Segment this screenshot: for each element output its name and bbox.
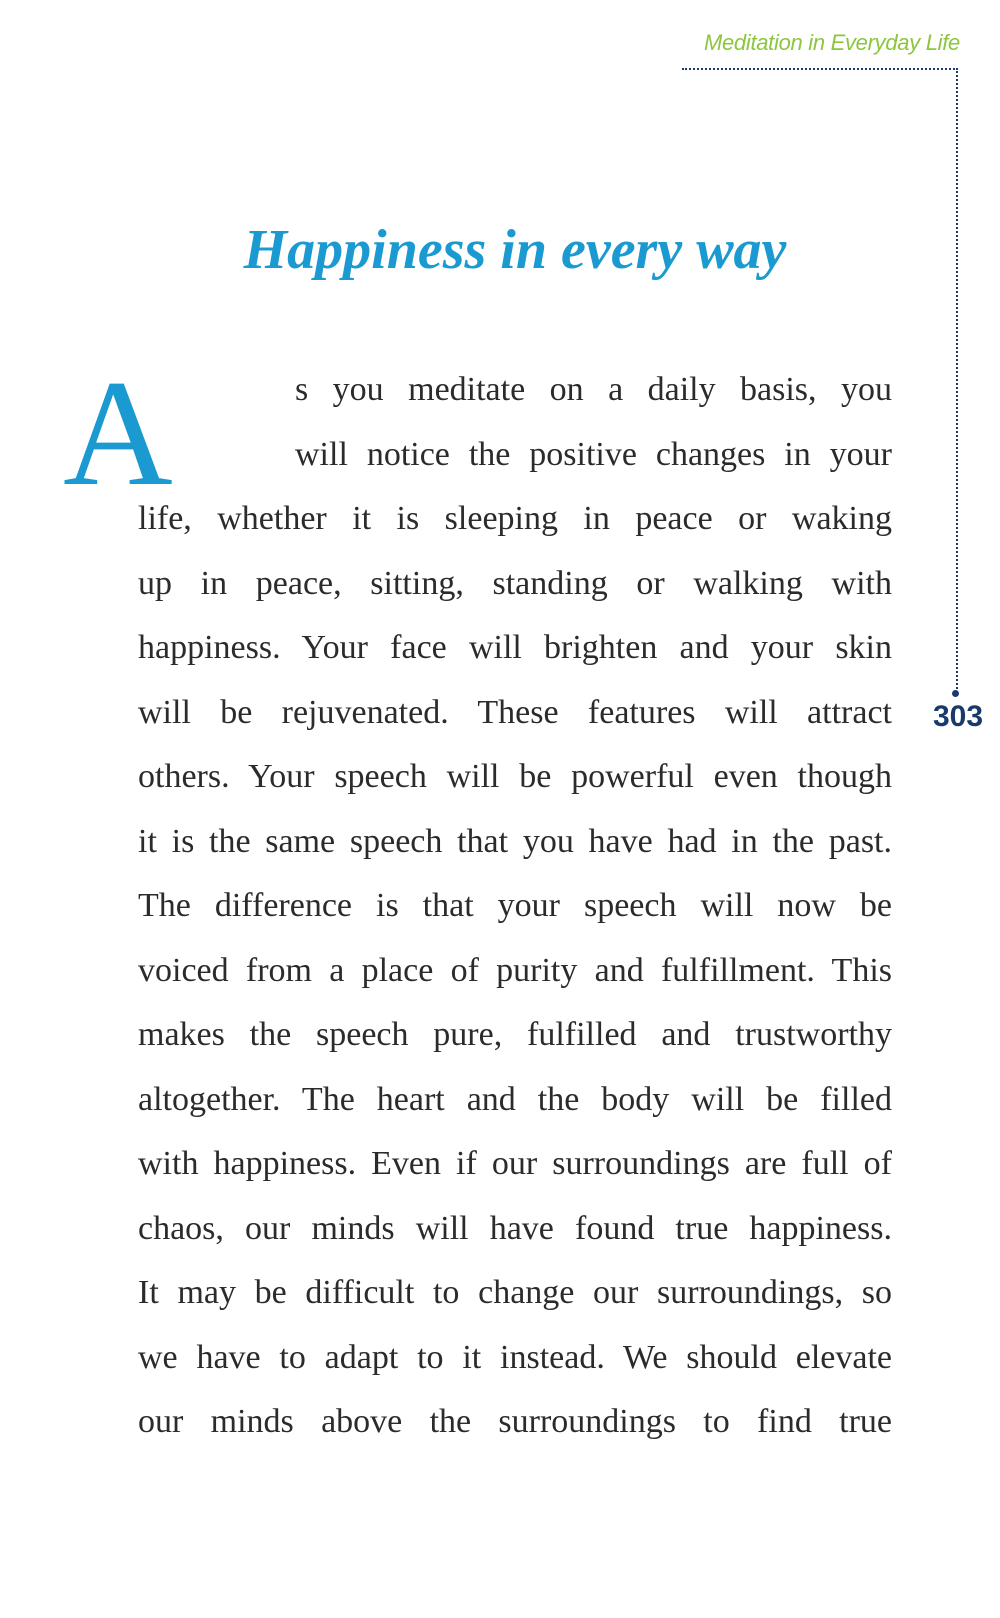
side-dotted-rule <box>956 68 958 693</box>
header-dotted-rule <box>682 68 958 70</box>
body-line: makes the speech pure, fulfilled and trustworthy <box>138 1016 892 1053</box>
body-line: we have to adapt to it instead. We should elevate <box>138 1338 892 1376</box>
body-text <box>138 358 892 1455</box>
body-line: up in peace, sitting, standing or walking with <box>138 564 892 602</box>
body-line: voiced from a place of purity and fulfillment. This <box>138 951 892 989</box>
rule-end-dot <box>952 690 959 697</box>
body-line: chaos, our minds will have found true happiness. <box>138 1209 892 1247</box>
body-line: it is the same speech that you have had in the past. <box>138 822 892 860</box>
running-header: Meditation in Everyday Life <box>703 30 960 55</box>
body-line: It may be difficult to change our surroundings, so <box>138 1274 892 1311</box>
body-line: our minds above the surroundings to find true <box>138 1403 892 1440</box>
body-line: will be rejuvenated. These features will attract <box>138 693 892 731</box>
body-line: others. Your speech will be powerful even though <box>138 758 892 795</box>
body-line: will notice the positive changes in your <box>295 435 892 473</box>
body-line: with happiness. Even if our surroundings are full of <box>138 1145 892 1182</box>
body-line: life, whether it is sleeping in peace or waking <box>138 500 892 537</box>
page-number: 303 <box>932 700 984 733</box>
body-line: The difference is that your speech will now be <box>138 887 892 924</box>
chapter-title: Happiness in every way <box>243 219 787 281</box>
body-line: s you meditate on a daily basis, you <box>295 371 892 408</box>
body-line: happiness. Your face will brighten and your skin <box>138 629 892 666</box>
body-line: altogether. The heart and the body will be filled <box>138 1080 892 1118</box>
drop-cap: A <box>63 349 173 517</box>
